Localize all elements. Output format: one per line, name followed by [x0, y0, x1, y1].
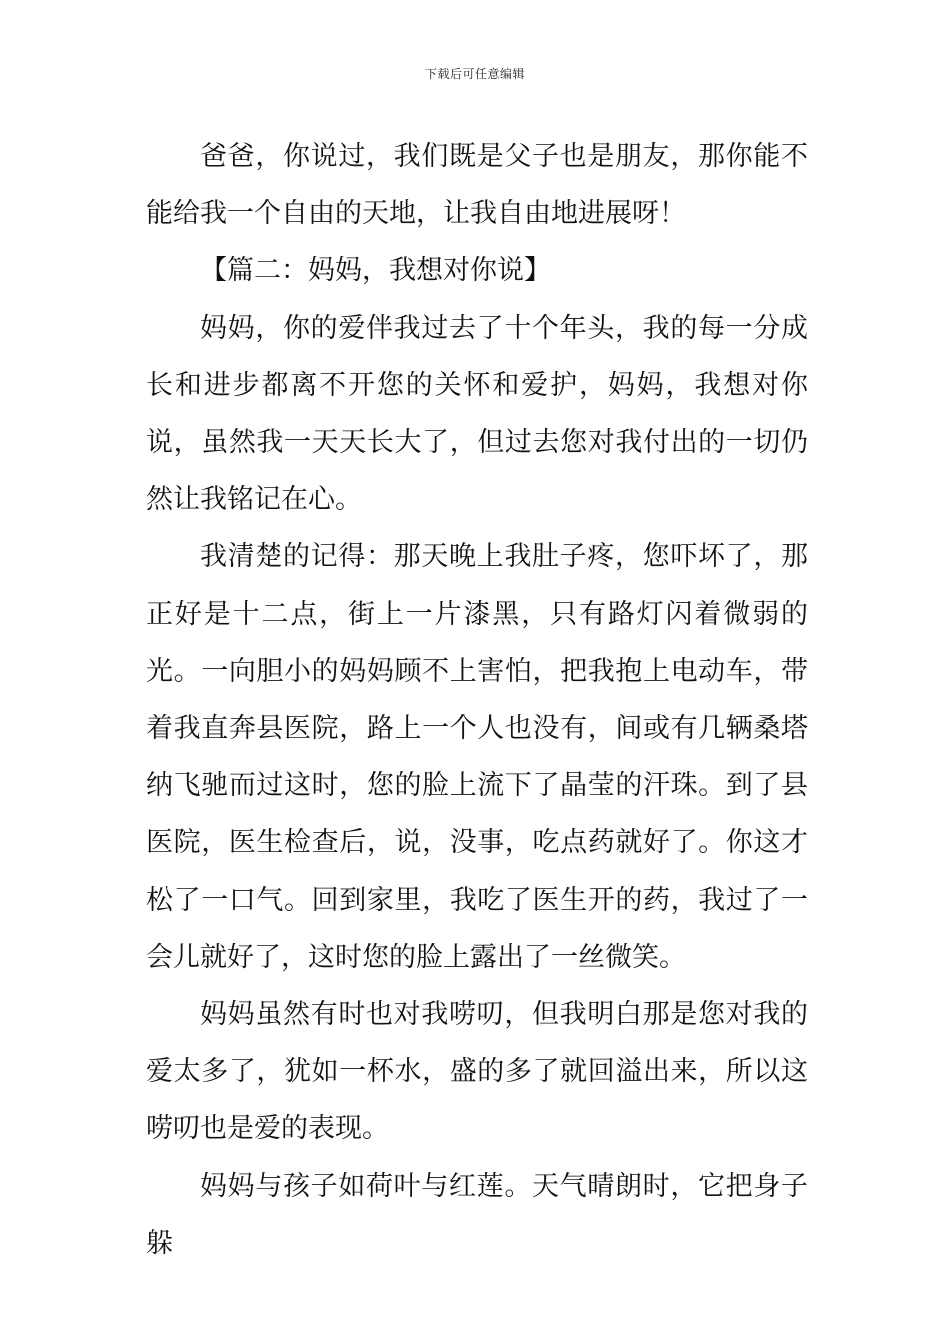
paragraph-lotus: 妈妈与孩子如荷叶与红莲。天气晴朗时，它把身子躲 [146, 1170, 808, 1259]
section-heading: 【篇二：妈妈，我想对你说】 [200, 255, 551, 287]
paragraph-father-freedom: 爸爸，你说过，我们既是父子也是朋友，那你能不能给我一个自由的天地，让我自由地进展呀！ [146, 141, 808, 230]
paragraph-hospital-night: 我清楚的记得：那天晚上我肚子疼，您吓坏了，那正好是十二点，街上一片漆黑，只有路灯闪着微弱的光。一向胆小的妈妈顾不上害怕，把我抱上电动车，带着我直奔县医院，路上一个人也没有，间或有几辆桑塔纳飞驰而过这时，您的脸上流下了晶莹的汗珠。到了县医院，医生检查后，说，没事，吃点药就好了。你这才松了一口气。回到家里，我吃了医生开的药，我过了一会儿就好了，这时您的脸上露出了一丝微笑。 [146, 541, 808, 973]
page-header: 下载后可任意编辑 [424, 67, 525, 81]
paragraph-nagging: 妈妈虽然有时也对我唠叨，但我明白那是您对我的爱太多了，犹如一杯水，盛的多了就回溢出来，所以这唠叨也是爱的表现。 [146, 999, 808, 1145]
document-body [146, 128, 808, 1272]
paragraph-mother-love: 妈妈，你的爱伴我过去了十个年头，我的每一分成长和进步都离不开您的关怀和爱护，妈妈，我想对你说，虽然我一天天长大了，但过去您对我付出的一切仍然让我铭记在心。 [146, 312, 808, 516]
